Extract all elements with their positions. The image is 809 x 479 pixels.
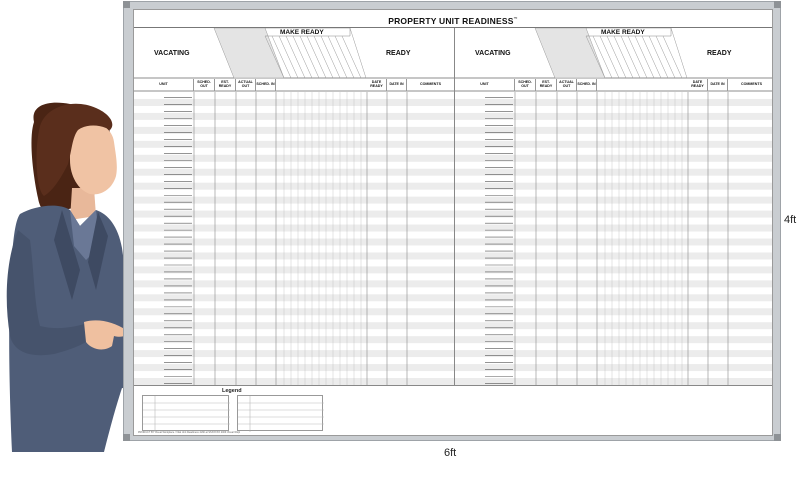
row-stripe <box>134 252 454 259</box>
column-header-date-in: DATE IN <box>387 79 407 91</box>
board-footer-note: PRODUCT BY Visual Workplace / Vital Unit Readiness 4x6ft at SSXXXXX 2009 Visual Wkpl <box>138 431 240 434</box>
row-stripe <box>455 197 773 204</box>
column-header-date-ready: DATE READY <box>367 79 387 91</box>
row-stripe <box>134 169 454 176</box>
row-stripe <box>134 99 454 106</box>
row-stripe <box>134 266 454 273</box>
row-stripe <box>455 294 773 301</box>
row-stripe <box>455 252 773 259</box>
row-stripe <box>134 280 454 287</box>
column-header-sched-out: SCHED. OUT <box>515 79 536 91</box>
legend-box-right <box>237 395 323 431</box>
row-stripe <box>134 364 454 371</box>
frame-corner <box>123 434 130 441</box>
column-header-sched-in: SCHED. IN <box>577 79 597 91</box>
presenter-figure <box>0 0 140 455</box>
column-header-sched-out: SCHED. OUT <box>194 79 215 91</box>
row-stripe <box>455 350 773 357</box>
frame-corner <box>123 1 130 8</box>
board-title <box>134 10 772 28</box>
row-stripe <box>455 127 773 134</box>
row-stripe <box>455 225 773 232</box>
group-ready-label: READY <box>386 50 411 57</box>
group-vacating-label: VACATING <box>154 50 190 57</box>
board-half-left <box>134 28 454 386</box>
readiness-board <box>133 9 773 436</box>
row-stripe <box>134 336 454 343</box>
row-stripe <box>455 239 773 246</box>
row-stripe <box>134 322 454 329</box>
row-stripe <box>455 169 773 176</box>
legend-divider <box>134 385 772 386</box>
legend-box-left <box>142 395 229 431</box>
row-stripe <box>134 113 454 120</box>
row-stripe <box>134 183 454 190</box>
row-stripe <box>134 239 454 246</box>
grid-rows-right <box>455 92 773 385</box>
row-stripe <box>455 280 773 287</box>
frame-corner <box>774 434 781 441</box>
row-stripe <box>134 294 454 301</box>
row-stripe <box>455 113 773 120</box>
row-stripe <box>455 364 773 371</box>
row-stripe <box>455 141 773 148</box>
row-stripe <box>134 350 454 357</box>
row-stripe <box>134 127 454 134</box>
row-stripe <box>134 308 454 315</box>
row-stripe <box>134 155 454 162</box>
row-stripe <box>455 336 773 343</box>
group-make-ready-label: MAKE READY <box>601 29 645 36</box>
row-stripe <box>455 308 773 315</box>
group-ready-label: READY <box>707 50 732 57</box>
column-header-sched-in: SCHED. IN <box>256 79 276 91</box>
column-header-unit: UNIT <box>455 79 515 91</box>
row-stripe <box>455 322 773 329</box>
column-header-est-ready: EST. READY <box>536 79 557 91</box>
row-stripe <box>455 183 773 190</box>
row-stripe <box>455 99 773 106</box>
legend-title: Legend <box>222 388 242 394</box>
board-half-right <box>454 28 773 386</box>
column-header-comments: COMMENTS <box>420 82 441 87</box>
row-stripe <box>134 378 454 385</box>
frame-corner <box>774 1 781 8</box>
row-stripe <box>455 211 773 218</box>
grid-rows-left <box>134 92 454 385</box>
column-header-actual-out: ACTUAL OUT <box>236 79 256 91</box>
width-dimension-label: 6ft <box>444 447 457 459</box>
legend-lines-left <box>143 396 230 432</box>
height-dimension-label: 4ft <box>784 214 797 226</box>
group-vacating-label: VACATING <box>475 50 511 57</box>
row-stripe <box>134 141 454 148</box>
row-stripe <box>134 225 454 232</box>
column-header-date-ready: DATE READY <box>688 79 708 91</box>
column-header-est-ready: EST. READY <box>215 79 236 91</box>
row-stripe <box>134 211 454 218</box>
group-make-ready-label: MAKE READY <box>280 29 324 36</box>
row-stripe <box>455 266 773 273</box>
board-title-text: PROPERTY UNIT READINESS <box>388 15 514 26</box>
row-stripe <box>134 197 454 204</box>
legend-lines-right <box>238 396 324 432</box>
column-header-unit: UNIT <box>134 79 194 91</box>
trademark-mark: ™ <box>513 16 518 21</box>
column-header-comments: COMMENTS <box>741 82 762 87</box>
row-stripe <box>455 378 773 385</box>
column-header-actual-out: ACTUAL OUT <box>557 79 577 91</box>
row-stripe <box>455 155 773 162</box>
column-header-date-in: DATE IN <box>708 79 728 91</box>
